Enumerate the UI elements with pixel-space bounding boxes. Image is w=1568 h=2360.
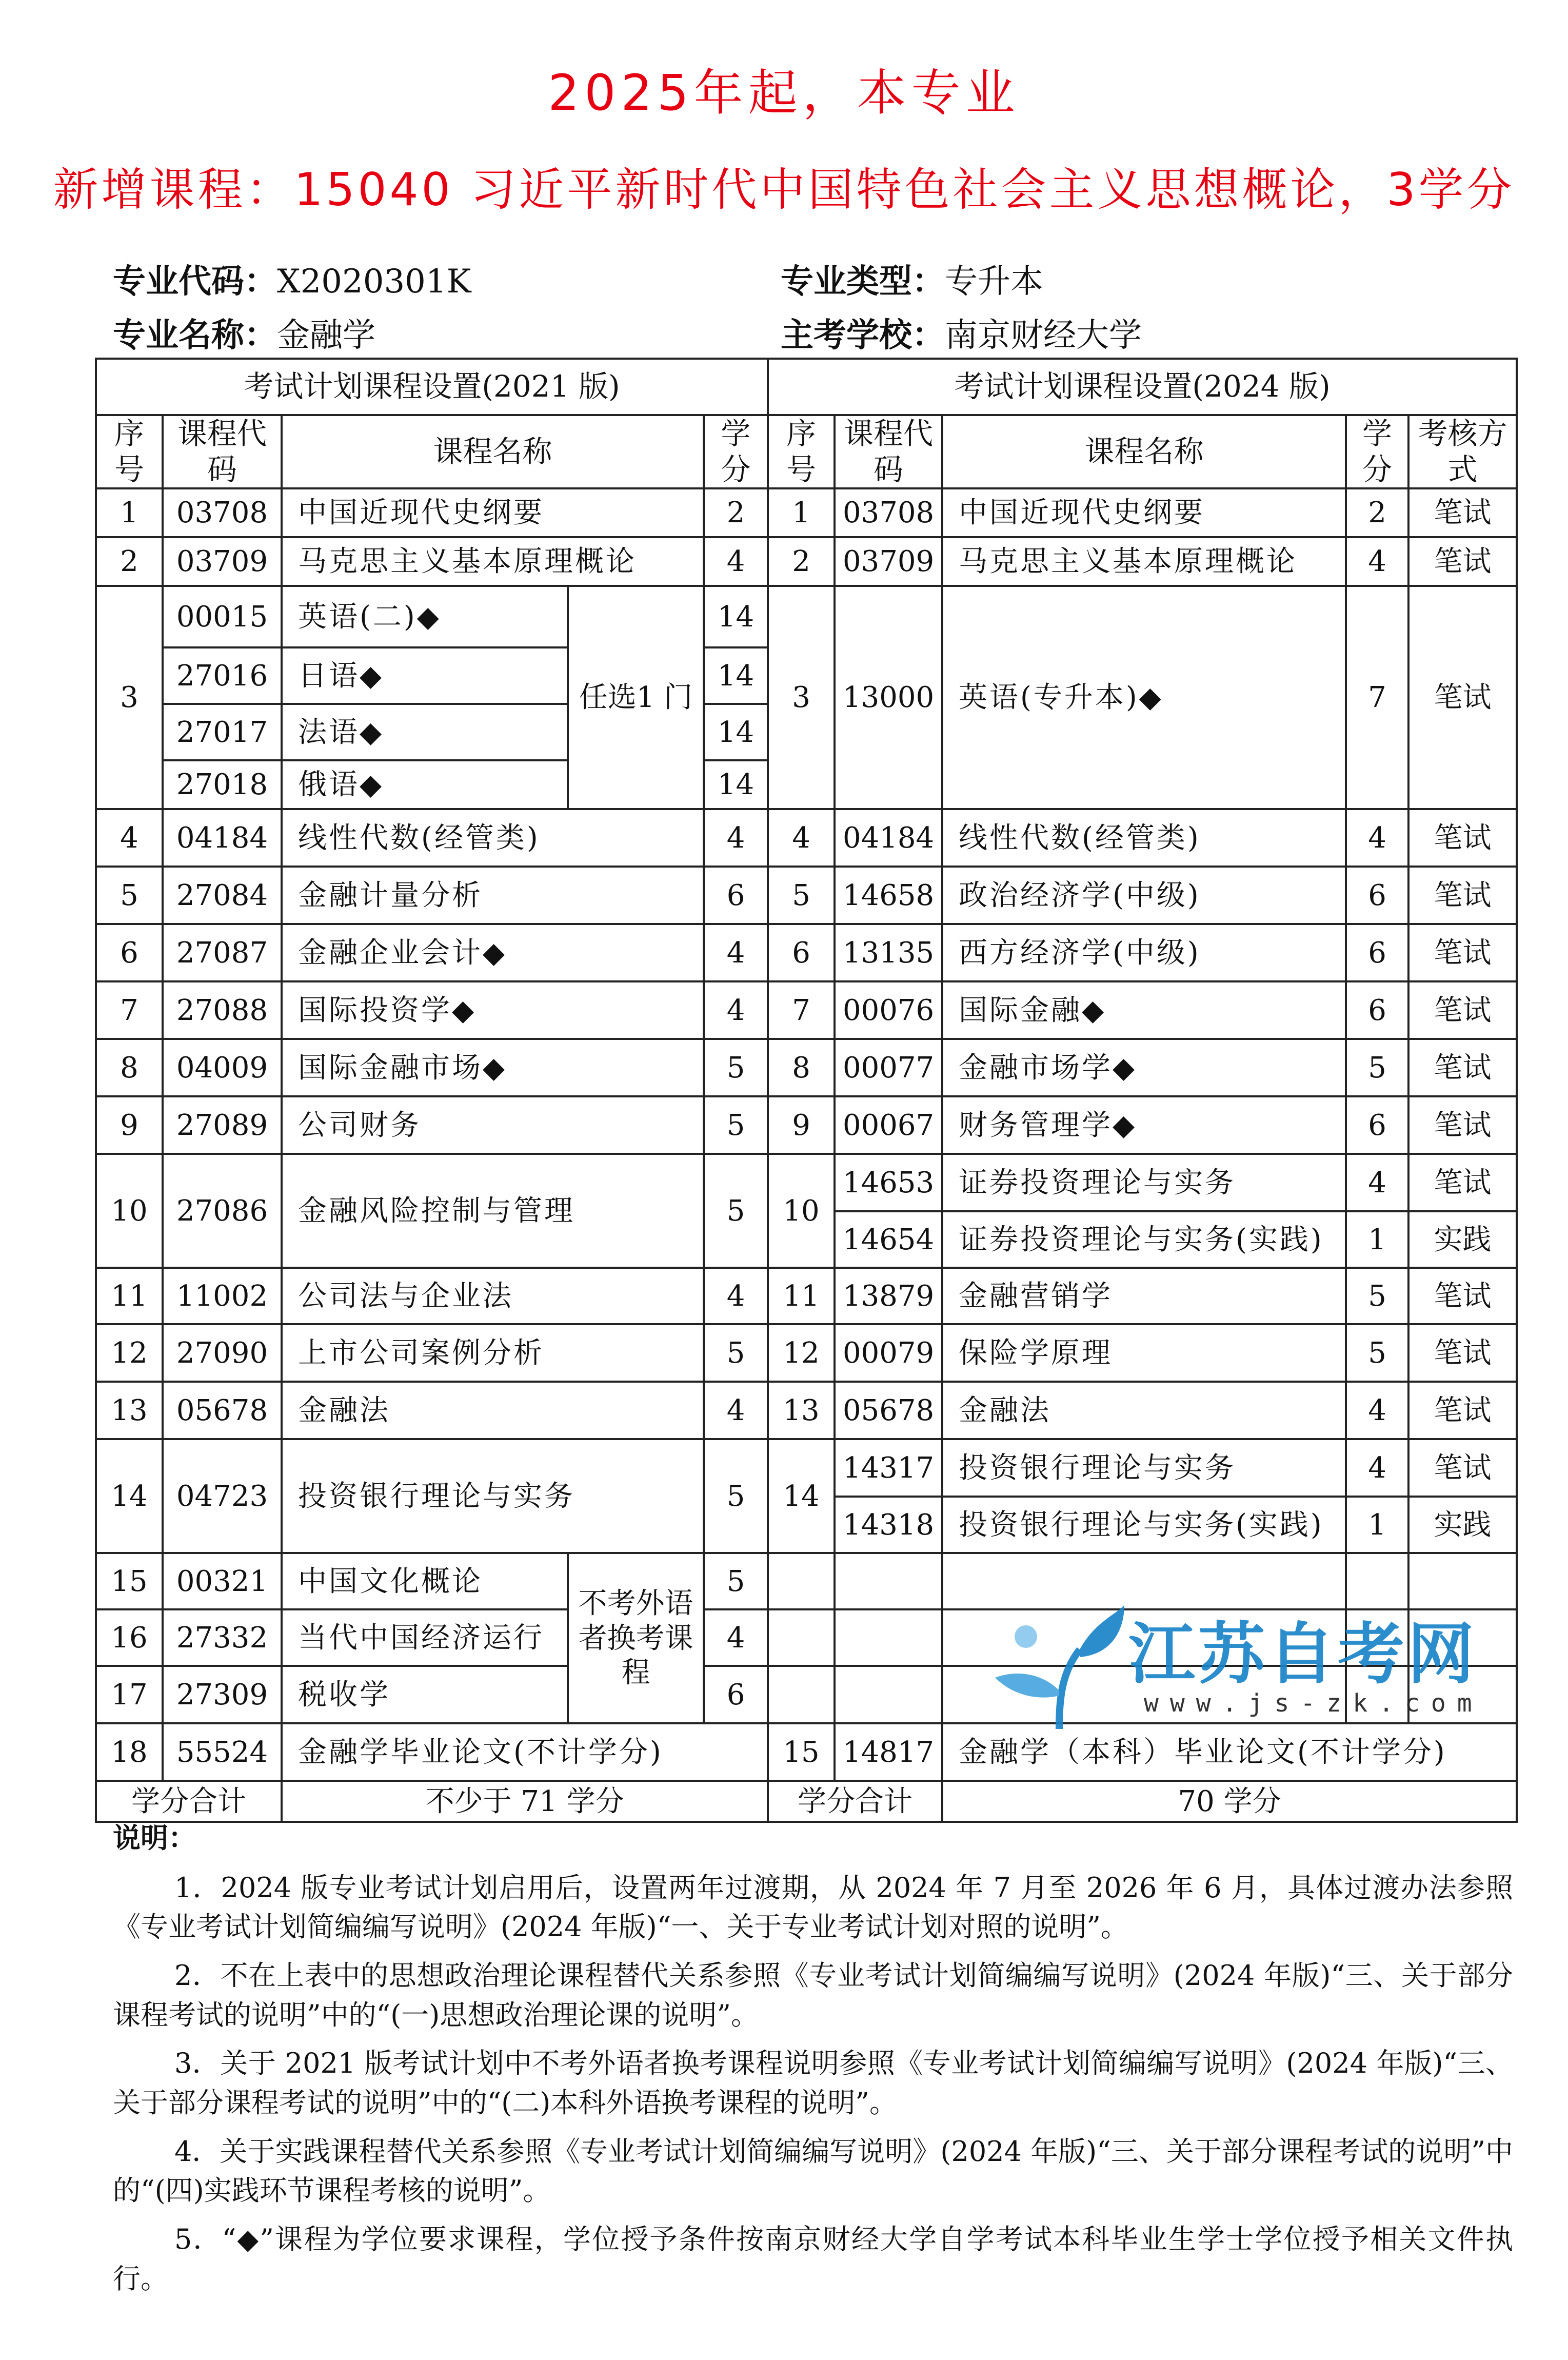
left-course-code: 11002 [163, 1268, 282, 1324]
header-no: 序号 [96, 415, 163, 488]
left-course-credit: 6 [704, 1666, 768, 1723]
left-course-credit: 5 [704, 1039, 768, 1096]
right-course-code: 14653 [835, 1154, 942, 1211]
right-course-name: 马克思主义基本原理概论 [942, 537, 1346, 586]
major-school-value: 南京财经大学 [945, 317, 1142, 355]
right-course-code: 14817 [835, 1723, 942, 1781]
left-course-code: 55524 [163, 1723, 282, 1781]
right-course-code: 14654 [835, 1211, 942, 1268]
right-course-exam: 笔试 [1408, 867, 1517, 924]
left-course-no: 17 [96, 1666, 163, 1723]
right-course-credit: 1 [1346, 1211, 1408, 1268]
left-course-name: 马克思主义基本原理概论 [282, 537, 704, 586]
right-course-exam: 笔试 [1408, 1096, 1517, 1154]
right-course-no: 1 [768, 488, 835, 537]
right-course-credit: 6 [1346, 1096, 1408, 1154]
left-course-code: 27088 [163, 981, 282, 1039]
left-course-name: 日语◆ [282, 647, 568, 704]
right-course-credit: 6 [1346, 924, 1408, 981]
left-course-credit: 5 [704, 1439, 768, 1553]
right-course-exam: 笔试 [1408, 537, 1517, 586]
right-total-label: 学分合计 [768, 1781, 942, 1822]
right-course-credit: 4 [1346, 1154, 1408, 1211]
table-row [96, 488, 1517, 537]
major-type [781, 255, 1043, 302]
right-course-code: 04184 [835, 809, 942, 867]
note-item: 3．关于 2021 版考试计划中不考外语者换考课程说明参照《专业考试计划简编编写说明》(2024 年版)“三、关于部分课程考试的说明”中的“(二)本科外语换考课程的说明”。 [113, 2047, 1513, 2119]
right-plan-title: 考试计划课程设置(2024 版) [768, 359, 1517, 415]
note-item: 1．2024 版专业考试计划启用后，设置两年过渡期，从 2024 年 7 月至 2026 年 6 月，具体过渡办法参照《专业考试计划简编编写说明》(2024 年版)“一、关于专业考试计划对照的说明”。 [113, 1871, 1513, 1943]
right-course-no: 12 [768, 1324, 835, 1382]
right-course-exam: 笔试 [1408, 1154, 1517, 1211]
right-course-credit: 1 [1346, 1497, 1408, 1553]
left-course-code: 27084 [163, 867, 282, 924]
header-code: 课程代码 [835, 415, 942, 488]
left-course-code: 04009 [163, 1039, 282, 1096]
left-course-no: 10 [96, 1154, 163, 1268]
table-row [96, 924, 1517, 981]
major-name-value: 金融学 [277, 317, 375, 355]
right-course-no: 7 [768, 981, 835, 1039]
left-course-credit: 5 [704, 1096, 768, 1154]
left-course-code: 27018 [163, 760, 282, 809]
right-course-code: 05678 [835, 1382, 942, 1439]
left-course-code: 03709 [163, 537, 282, 586]
left-course-code: 27086 [163, 1154, 282, 1268]
header-code: 课程代码 [163, 415, 282, 488]
right-course-name: 投资银行理论与实务(实践) [942, 1497, 1346, 1553]
left-course-no: 13 [96, 1382, 163, 1439]
right-course-exam: 笔试 [1408, 1382, 1517, 1439]
left-course-credit: 4 [704, 1382, 768, 1439]
left-course-name: 税收学 [282, 1666, 568, 1723]
left-course-no: 5 [96, 867, 163, 924]
elective-note: 任选1 门 [568, 586, 704, 809]
left-course-code: 03708 [163, 488, 282, 537]
left-course-no: 4 [96, 809, 163, 867]
right-course-no: 13 [768, 1382, 835, 1439]
right-course-code: 14317 [835, 1439, 942, 1497]
right-course-credit: 7 [1346, 586, 1408, 809]
left-course-no: 6 [96, 924, 163, 981]
empty-cell [768, 1666, 835, 1723]
header-name: 课程名称 [942, 415, 1346, 488]
major-type-value: 专升本 [945, 263, 1043, 301]
right-course-name: 国际金融◆ [942, 981, 1346, 1039]
right-course-exam: 笔试 [1408, 1439, 1517, 1497]
right-course-credit: 4 [1346, 537, 1408, 586]
left-course-name: 公司财务 [282, 1096, 704, 1154]
left-course-name: 俄语◆ [282, 760, 568, 809]
major-name [113, 309, 375, 356]
major-code [113, 255, 471, 302]
table-row [96, 1268, 1517, 1324]
right-course-credit: 4 [1346, 1382, 1408, 1439]
left-course-code: 27017 [163, 704, 282, 760]
left-course-no: 11 [96, 1268, 163, 1324]
major-type-label: 专业类型： [781, 263, 945, 301]
left-course-name: 金融计量分析 [282, 867, 704, 924]
header-no: 序号 [768, 415, 835, 488]
table-row [96, 415, 1517, 488]
left-course-credit: 4 [704, 924, 768, 981]
right-course-no: 8 [768, 1039, 835, 1096]
left-course-code: 27087 [163, 924, 282, 981]
left-course-no: 3 [96, 586, 163, 809]
left-course-credit: 14 [704, 647, 768, 704]
major-code-value: X2020301K [277, 263, 471, 301]
left-course-no: 9 [96, 1096, 163, 1154]
right-course-exam: 笔试 [1408, 981, 1517, 1039]
left-course-no: 14 [96, 1439, 163, 1553]
left-course-credit: 5 [704, 1154, 768, 1268]
table-row [96, 1039, 1517, 1096]
right-course-code: 13135 [835, 924, 942, 981]
left-course-name: 英语(二)◆ [282, 586, 568, 647]
right-course-code: 00067 [835, 1096, 942, 1154]
right-course-exam: 笔试 [1408, 924, 1517, 981]
left-course-credit: 6 [704, 867, 768, 924]
empty-cell [835, 1609, 942, 1666]
left-total-label: 学分合计 [96, 1781, 282, 1822]
right-course-exam: 笔试 [1408, 586, 1517, 809]
banner-new-course: 新增课程：15040 习近平新时代中国特色社会主义思想概论，3学分 [53, 163, 1515, 216]
major-school [781, 309, 1142, 356]
table-row [96, 981, 1517, 1039]
left-course-credit: 14 [704, 586, 768, 647]
empty-cell [835, 1553, 942, 1609]
note-item: 4．关于实践课程替代关系参照《专业考试计划简编编写说明》(2024 年版)“三、关于部分课程考试的说明”中的“(四)实践环节课程考核的说明”。 [113, 2135, 1513, 2207]
table-row [96, 809, 1517, 867]
right-course-code: 13879 [835, 1268, 942, 1324]
left-course-credit: 5 [704, 1553, 768, 1609]
right-course-exam: 笔试 [1408, 1039, 1517, 1096]
right-course-no: 11 [768, 1268, 835, 1324]
left-course-code: 00015 [163, 586, 282, 647]
right-course-name: 线性代数(经管类) [942, 809, 1346, 867]
major-school-label: 主考学校： [781, 317, 945, 355]
empty-cell [835, 1666, 942, 1723]
header-credit: 学分 [1346, 415, 1408, 488]
left-course-code: 04723 [163, 1439, 282, 1553]
left-course-name: 金融法 [282, 1382, 704, 1439]
right-course-code: 14658 [835, 867, 942, 924]
left-course-credit: 14 [704, 704, 768, 760]
empty-cell [768, 1553, 835, 1609]
left-course-code: 27090 [163, 1324, 282, 1382]
major-name-label: 专业名称： [113, 317, 277, 355]
right-course-no: 15 [768, 1723, 835, 1781]
right-course-name: 金融营销学 [942, 1268, 1346, 1324]
right-course-credit: 5 [1346, 1324, 1408, 1382]
left-course-code: 27332 [163, 1609, 282, 1666]
left-course-name: 金融学毕业论文(不计学分) [282, 1723, 768, 1781]
left-course-name: 上市公司案例分析 [282, 1324, 704, 1382]
right-course-no: 2 [768, 537, 835, 586]
right-course-name: 财务管理学◆ [942, 1096, 1346, 1154]
right-course-name: 投资银行理论与实务 [942, 1439, 1346, 1497]
left-course-name: 法语◆ [282, 704, 568, 760]
left-course-no: 7 [96, 981, 163, 1039]
right-course-code: 03709 [835, 537, 942, 586]
left-course-credit: 5 [704, 1324, 768, 1382]
watermark-text: 江苏自考网 [1128, 1615, 1478, 1693]
note-item: 2．不在上表中的思想政治理论课程替代关系参照《专业考试计划简编编写说明》(2024 年版)“三、关于部分课程考试的说明”中的“(一)思想政治理论课的说明”。 [113, 1959, 1513, 2031]
right-course-name: 金融法 [942, 1382, 1346, 1439]
non-foreign-note: 不考外语者换考课程 [568, 1553, 704, 1723]
right-course-name: 证券投资理论与实务(实践) [942, 1211, 1346, 1268]
notes-section [113, 1819, 1513, 2308]
right-course-credit: 4 [1346, 809, 1408, 867]
right-course-credit: 2 [1346, 488, 1408, 537]
right-course-no: 9 [768, 1096, 835, 1154]
left-course-code: 27089 [163, 1096, 282, 1154]
left-course-name: 中国文化概论 [282, 1553, 568, 1609]
left-course-no: 1 [96, 488, 163, 537]
header-name: 课程名称 [282, 415, 704, 488]
right-course-credit: 6 [1346, 981, 1408, 1039]
left-course-name: 线性代数(经管类) [282, 809, 704, 867]
watermark-url: www.js-zk.com [1144, 1689, 1483, 1718]
left-course-name: 公司法与企业法 [282, 1268, 704, 1324]
left-course-name: 中国近现代史纲要 [282, 488, 704, 537]
header-credit: 学分 [704, 415, 768, 488]
table-row [96, 1781, 1517, 1822]
right-course-name: 英语(专升本)◆ [942, 586, 1346, 809]
left-course-code: 27016 [163, 647, 282, 704]
left-course-no: 18 [96, 1723, 163, 1781]
right-course-credit: 5 [1346, 1268, 1408, 1324]
left-course-credit: 2 [704, 488, 768, 537]
table-row [96, 1324, 1517, 1382]
right-course-credit: 5 [1346, 1039, 1408, 1096]
left-course-no: 16 [96, 1609, 163, 1666]
left-course-code: 05678 [163, 1382, 282, 1439]
right-course-credit: 4 [1346, 1439, 1408, 1497]
right-course-exam: 实践 [1408, 1211, 1517, 1268]
left-course-code: 00321 [163, 1553, 282, 1609]
left-course-credit: 14 [704, 760, 768, 809]
right-course-name: 金融市场学◆ [942, 1039, 1346, 1096]
note-item: 5．“◆”课程为学位要求课程，学位授予条件按南京财经大学自学考试本科毕业生学士学位授予相关文件执行。 [113, 2223, 1513, 2295]
right-course-code: 00076 [835, 981, 942, 1039]
right-course-exam: 笔试 [1408, 809, 1517, 867]
notes-list [113, 1869, 1513, 2299]
right-course-name: 金融学（本科）毕业论文(不计学分) [942, 1723, 1517, 1781]
right-course-exam: 笔试 [1408, 1268, 1517, 1324]
right-course-no: 10 [768, 1154, 835, 1268]
right-course-exam: 笔试 [1408, 488, 1517, 537]
header-exam: 考核方式 [1408, 415, 1517, 488]
watermark [990, 1601, 1482, 1739]
left-course-no: 15 [96, 1553, 163, 1609]
empty-cell [768, 1609, 835, 1666]
right-course-credit: 6 [1346, 867, 1408, 924]
left-course-no: 2 [96, 537, 163, 586]
right-course-code: 00077 [835, 1039, 942, 1096]
left-course-name: 国际投资学◆ [282, 981, 704, 1039]
right-course-name: 保险学原理 [942, 1324, 1346, 1382]
table-row [96, 586, 1517, 647]
left-course-credit: 4 [704, 537, 768, 586]
right-course-exam: 实践 [1408, 1497, 1517, 1553]
right-course-code: 00079 [835, 1324, 942, 1382]
table-row [96, 1439, 1517, 1497]
left-plan-title: 考试计划课程设置(2021 版) [96, 359, 768, 415]
right-course-no: 3 [768, 586, 835, 809]
left-course-name: 当代中国经济运行 [282, 1609, 568, 1666]
left-course-credit: 4 [704, 809, 768, 867]
left-course-no: 12 [96, 1324, 163, 1382]
right-course-exam: 笔试 [1408, 1324, 1517, 1382]
right-course-code: 03708 [835, 488, 942, 537]
right-total-value: 70 学分 [942, 1781, 1517, 1822]
right-course-code: 14318 [835, 1497, 942, 1553]
right-course-name: 政治经济学(中级) [942, 867, 1346, 924]
banner-title: 2025年起，本专业 [548, 64, 1020, 122]
left-course-no: 8 [96, 1039, 163, 1096]
left-course-name: 投资银行理论与实务 [282, 1439, 704, 1553]
right-course-no: 14 [768, 1439, 835, 1553]
table-row [96, 1096, 1517, 1154]
right-course-no: 5 [768, 867, 835, 924]
right-course-code: 13000 [835, 586, 942, 809]
right-course-no: 4 [768, 809, 835, 867]
major-code-label: 专业代码： [113, 263, 277, 301]
left-course-name: 金融企业会计◆ [282, 924, 704, 981]
sprout-logo-icon [990, 1601, 1128, 1734]
table-row [96, 1154, 1517, 1211]
left-course-credit: 4 [704, 1609, 768, 1666]
left-total-value: 不少于 71 学分 [282, 1781, 768, 1822]
right-course-name: 中国近现代史纲要 [942, 488, 1346, 537]
left-course-credit: 4 [704, 1268, 768, 1324]
left-course-code: 27309 [163, 1666, 282, 1723]
left-course-name: 金融风险控制与管理 [282, 1154, 704, 1268]
table-row [96, 867, 1517, 924]
right-course-name: 证券投资理论与实务 [942, 1154, 1346, 1211]
notes-title: 说明： [113, 1822, 196, 1854]
table-row [96, 359, 1517, 415]
table-row [96, 537, 1517, 586]
left-course-credit: 4 [704, 981, 768, 1039]
left-course-name: 国际金融市场◆ [282, 1039, 704, 1096]
right-course-no: 6 [768, 924, 835, 981]
table-row [96, 1382, 1517, 1439]
left-course-code: 04184 [163, 809, 282, 867]
right-course-name: 西方经济学(中级) [942, 924, 1346, 981]
